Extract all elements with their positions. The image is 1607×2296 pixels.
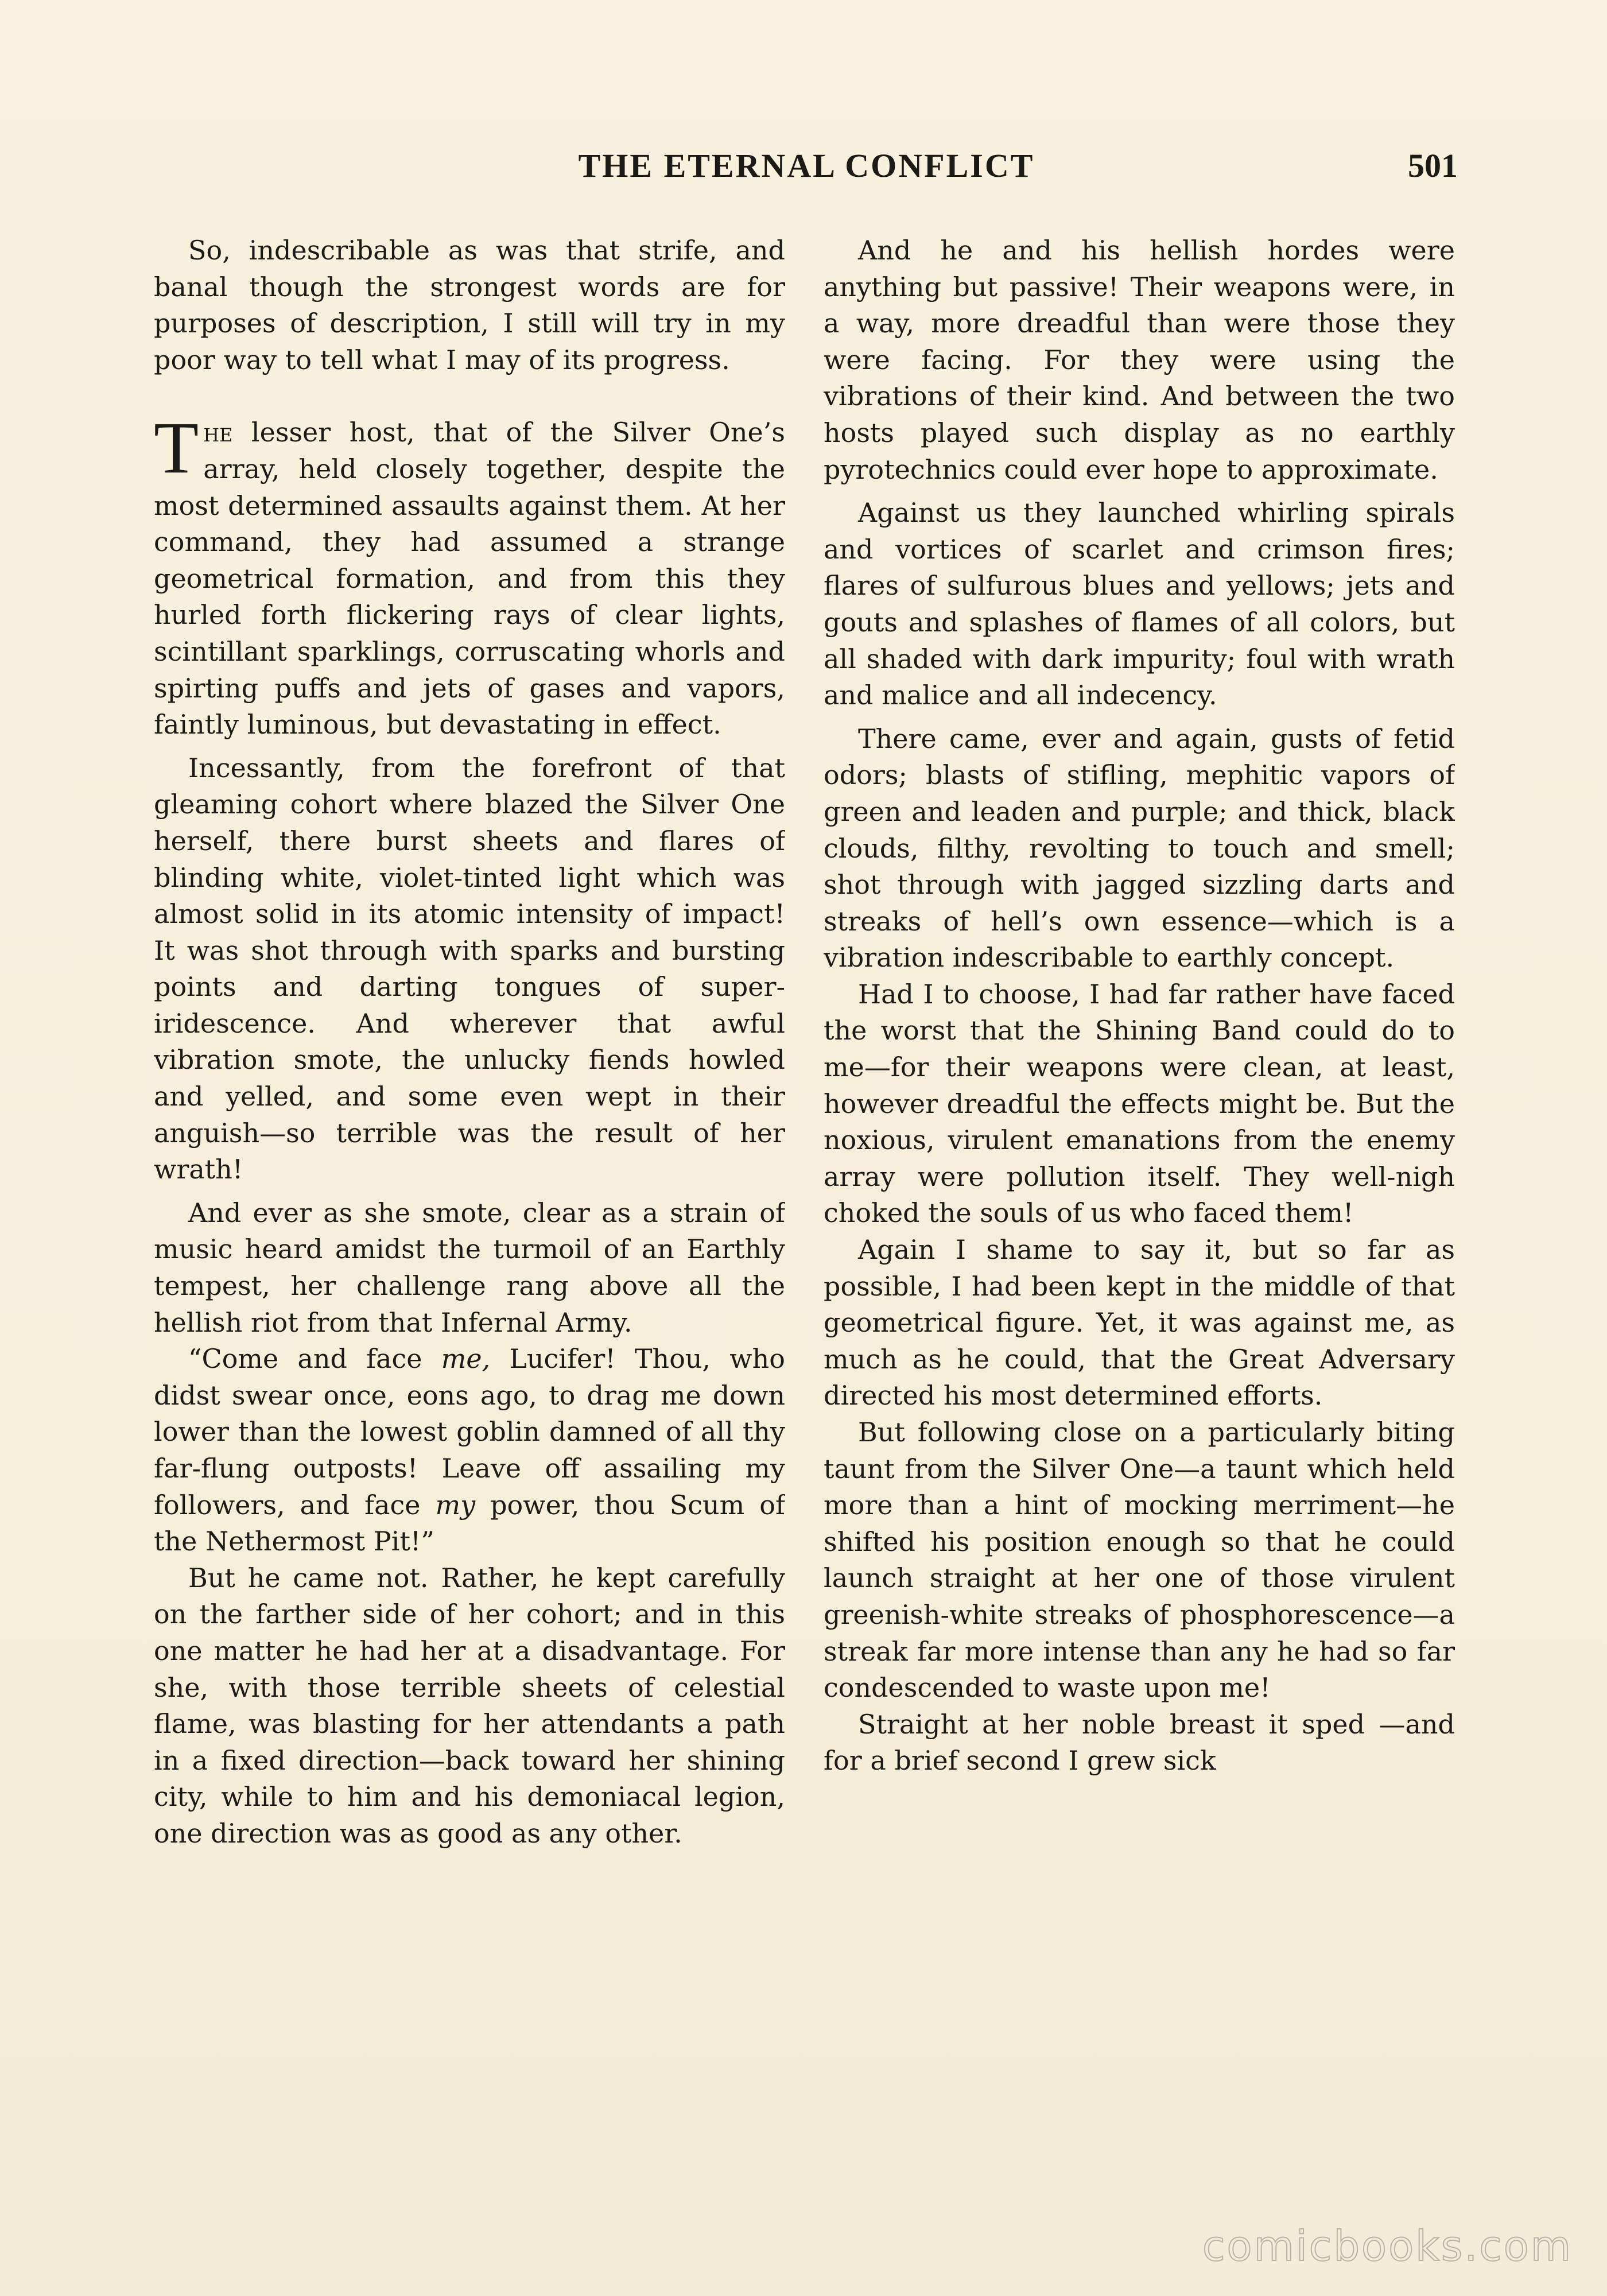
paragraph: But he came not. Rather, he kept carefully on the farther side of her cohort; and in this one matter he had her at a disadvantage. For she, with those terrible sheets of celestial flame, was blasting for her attendants a path in a fixed direction—back toward her shining city, while to him and his demoniacal legion, one direction was as good as any other.	[154, 1562, 785, 1849]
paragraph: And ever as she smote, clear as a strain of music heard amidst the turmoil of an Earthly tempest, her challenge rang above all the hellish riot from that Infernal Army.	[154, 1197, 785, 1338]
paragraph: There came, ever and again, gusts of fetid odors; blasts of stifling, mephitic vapors of green and leaden and purple; and thick, black clouds, filthy, revolting to touch and smell; shot through with jagged sizzling darts and streaks of hell’s own essence—which is a vibration indescribable to earthly concept.	[824, 723, 1455, 974]
drop-cap: T	[154, 407, 199, 489]
page-header	[155, 146, 1458, 192]
running-head: THE ETERNAL CONFLICT	[578, 147, 1035, 184]
emphasis: me,	[441, 1343, 491, 1375]
paragraph: And he and his hellish hordes were anything but passive! Their weapons were, in a way, more dreadful than were those they were facing. For they were using the vibrations of their kind. And between the two hosts played such display as no earthly pyrotechnics could ever hope to approximate.	[824, 235, 1455, 485]
paragraph-text: lesser host, that of the Silver One’s array, held closely together, despite the most determined assaults against them. At her command, they had assumed a strange geometrical formation, and from this they hurled forth flickering rays of clear lights, scintillant sparklings, corruscating whorls and spirting puffs and jets of gases and vapors, faintly luminous, but devastating in effect.	[154, 417, 785, 740]
quote-text: “Come and face	[188, 1343, 441, 1375]
left-column	[154, 232, 785, 2150]
paragraph: But following close on a particularly biting taunt from the Silver One—a taunt which held more than a hint of mocking merriment—he shifted his position enough so that he could launch straight at her one of those virulent greenish-white streaks of phosphorescence—a streak far more intense than any he had so far condescended to waste upon me!	[824, 1417, 1455, 1704]
right-column	[824, 232, 1455, 2150]
paragraph: Incessantly, from the forefront of that gleaming cohort where blazed the Silver One herself, there burst sheets and flares of blinding white, violet-tinted light which was almost solid in its atomic intensity of impact! It was shot through with sparks and bursting points and darting tongues of super-iridescence. And wherever that awful vibration smote, the unlucky fiends howled and yelled, and some even wept in their anguish—so terrible was the result of her wrath!	[154, 752, 785, 1185]
quote-text: Lucifer! Thou, who didst swear once, eons ago, to drag me down lower than the lowest goblin damned of all thy far-flung outposts! Leave off assailing my followers, and face	[154, 1343, 785, 1521]
paragraph-quote	[154, 1341, 785, 1560]
paragraph: Straight at her noble breast it sped —and for a brief second I grew sick	[824, 1708, 1455, 1777]
emphasis: my	[435, 1489, 476, 1521]
small-caps-lead: he	[203, 417, 233, 448]
paragraph: Had I to choose, I had far rather have faced the worst that the Shining Band could do to me—for their weapons were clean, at least, however dreadful the effects might be. But the noxious, virulent emanations from the enemy array were pollution itself. They well-nigh choked the souls of us who faced them!	[824, 978, 1455, 1229]
paragraph: So, indescribable as was that strife, and banal though the strongest words are for purposes of description, I still will try in my poor way to tell what I may of its progress.	[154, 235, 785, 375]
watermark: comicbooks.com	[1202, 2222, 1573, 2270]
paragraph: Against us they launched whirling spirals and vortices of scarlet and crimson fires; flares of sulfurous blues and yellows; jets and gouts and splashes of flames of all colors, but all shaded with dark impurity; foul with wrath and malice and all indecency.	[824, 497, 1455, 711]
page-number: 501	[1408, 147, 1458, 184]
paragraph-with-dropcap	[154, 407, 785, 743]
quote-text: power, thou Scum of the Nethermost Pit!”	[154, 1489, 785, 1557]
paragraph: Again I shame to say it, but so far as possible, I had been kept in the middle of that geometrical figure. Yet, it was against me, as much as he could, that the Great Adversary directed his most determined efforts.	[824, 1234, 1455, 1411]
